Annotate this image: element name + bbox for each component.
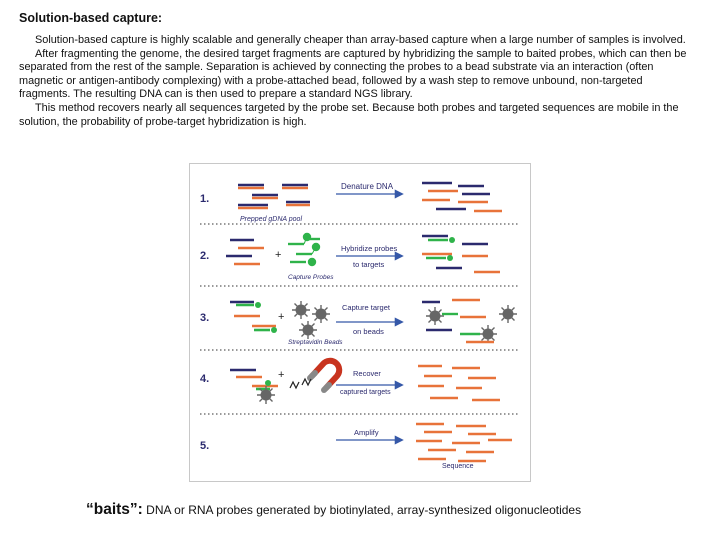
page-title: Solution-based capture: <box>19 11 163 25</box>
caption-lead: “baits”: <box>86 501 143 518</box>
plus-sign: + <box>275 249 282 261</box>
dna-strands <box>238 185 310 208</box>
action-label: Recover <box>353 369 381 378</box>
step-number: 3. <box>200 312 210 324</box>
action-label: Amplify <box>354 428 379 437</box>
caption-text: DNA or RNA probes generated by biotinylated, array-synthesized oligonucleotides <box>142 503 582 517</box>
paragraph-method: After fragmenting the genome, the desired target fragments are captured by hybridizing the sample to baited probes, which can then be separated from the rest of the sample. Separation is achieved by connecting the probes to a bead substrate via an interaction (often magnetic or antigen-antibody complexing) with a probe-attached bead, followed by a wash step to remove unbound, non-targeted fragments. The resulting DNA can is then used to prepare a standard NGS library. <box>19 47 687 101</box>
capture-probes <box>288 234 320 265</box>
step-2 <box>200 234 500 281</box>
step-number: 1. <box>200 193 210 205</box>
step-number: 2. <box>200 250 210 262</box>
streptavidin-beads <box>292 301 330 339</box>
body-text <box>19 34 697 129</box>
paragraph-scalability: Solution-based capture is highly scalable and generally cheaper than array-based capture when a large number of samples is involved. <box>35 34 686 46</box>
action-label: Denature DNA <box>341 182 394 191</box>
action-label: on beads <box>353 327 384 336</box>
step-number: 4. <box>200 373 210 385</box>
step-3 <box>200 300 517 346</box>
magnet-icon <box>310 361 339 390</box>
action-label: Hybridize probes <box>341 244 398 253</box>
step-4 <box>200 361 500 404</box>
figure-caption <box>86 501 686 519</box>
step-number: 5. <box>200 440 210 452</box>
released-fragments <box>290 379 311 388</box>
plus-sign: + <box>278 311 285 323</box>
action-label: captured targets <box>340 389 391 396</box>
sublabel: Capture Probes <box>288 274 334 281</box>
sublabel: Prepped gDNA pool <box>240 216 303 223</box>
plus-sign: + <box>278 369 285 381</box>
capture-workflow-figure <box>189 163 531 482</box>
sublabel: Streptavidin Beads <box>288 339 343 346</box>
action-label: to targets <box>353 260 385 269</box>
sublabel: Sequence <box>442 463 474 470</box>
step-1 <box>200 182 502 223</box>
step-5 <box>200 424 512 470</box>
paragraph-recovery: This method recovers nearly all sequences targeted by the probe set. Because both probes and targeted sequences are mobile in the solution, the probability of probe-target hybridization is high. <box>19 101 679 128</box>
action-label: Capture target <box>342 303 390 312</box>
